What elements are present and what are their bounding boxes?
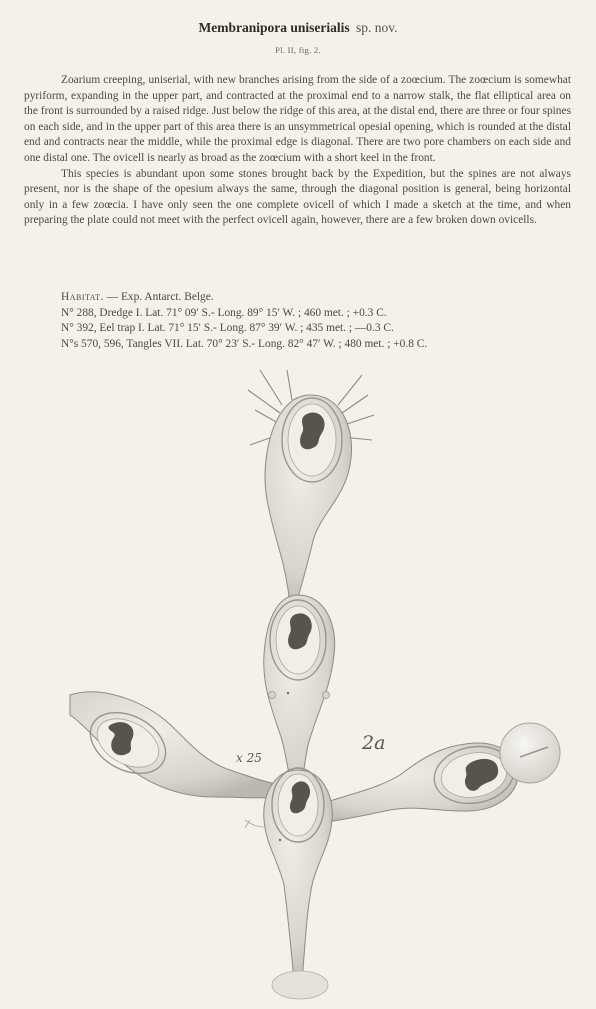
habitat-record: N° 392, Eel trap I. Lat. 71° 15′ S.- Long. 87° 39′ W. ; 435 met. ; —0.3 C. [61,322,394,335]
habitat-record: N° 288, Dredge I. Lat. 71° 09′ S.- Long. 89° 15′ W. ; 460 met. ; +0.3 C. [61,306,387,319]
zooecium-middle [264,595,335,795]
description [24,73,571,229]
plate-reference: Pl. II, fig. 2. [275,45,321,55]
stalk-connectors [245,820,264,828]
paragraph-1: Zoarium creeping, uniserial, with new branches arising from the side of a zoœcium. The zoœcium is somewhat pyriform, expanding in the upper part, and contracted at the proximal end to a narrow stalk, the flat elliptical area on the front is surrounded by a raised ridge. Just below the ridge of this area, at the distal end, there are three or four spines on each side, and in the upper part of this area there is an unsymmetrical opesial opening, which is rounded at the distal end and contracts near the middle, while the proximal edge is diagonal. There are two pore chambers on each side and one distal one. The ovicell is nearly as broad as the zoœcium with a short keel in the front. [24,74,571,164]
zooecium-left-branch [70,692,282,798]
ovicell [500,723,560,783]
zooecium-right-branch [318,740,518,823]
habitat-label: Habitat. [61,291,104,303]
specimen-figure [0,365,596,1004]
species-name: Membranipora uniserialis [198,20,350,35]
habitat-section [61,290,581,352]
zooecium-bottom [264,768,332,999]
habitat-header [61,290,581,306]
habitat-record: N°s 570, 596, Tangles VII. Lat. 70° 23′ S.- Long. 82° 47′ W. ; 480 met. ; +0.8 C. [61,337,428,350]
habitat-intro: — Exp. Antarct. Belge. [106,291,214,303]
paragraph-2: This species is abundant upon some stones brought back by the Expedition, but the spines are not always present, nor is the shape of the opesium always the same, through the diagonal position is general, being horizontal only in a few zoœcia. I have only seen the one complete ovicell of which I made a sketch at the time, and when preparing the plate could not meet with the perfect ovicell again, however, there are a few broken down ovicells. [24,167,571,227]
zooecium-top [265,395,352,605]
page-title [0,20,596,36]
specimen-illustration [0,365,596,1004]
figure-label: 2a [362,732,386,754]
species-suffix: sp. nov. [355,20,398,35]
magnification-label: x 25 [236,751,262,765]
